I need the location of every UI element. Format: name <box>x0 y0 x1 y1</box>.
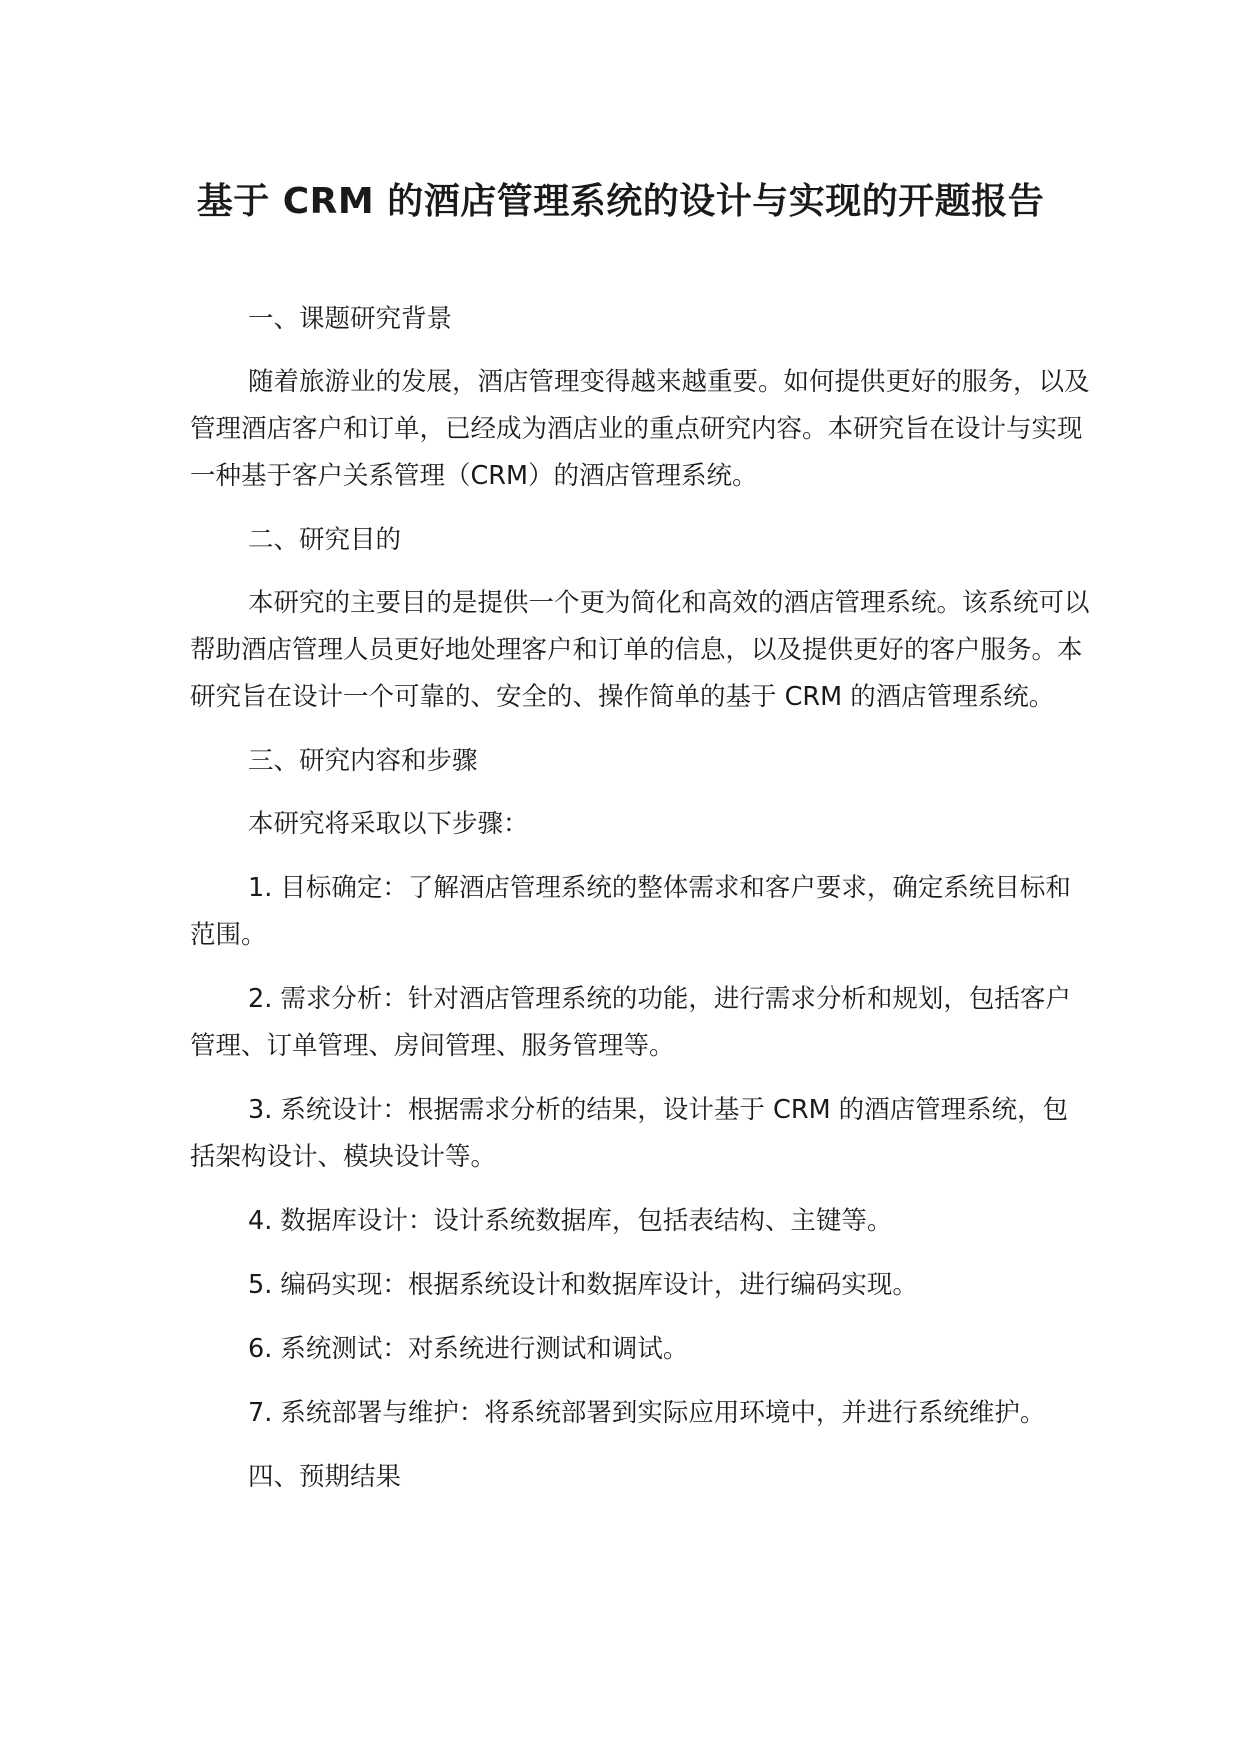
step-item-3: 3. 系统设计：根据需求分析的结果，设计基于 CRM 的酒店管理系统，包括架构设计、模块设计等。 <box>190 1095 1069 1172</box>
document-body <box>190 296 1090 1517</box>
step-item-5: 5. 编码实现：根据系统设计和数据库设计，进行编码实现。 <box>248 1270 918 1300</box>
paragraph-background: 随着旅游业的发展，酒店管理变得越来越重要。如何提供更好的服务，以及管理酒店客户和订单，已经成为酒店业的重点研究内容。本研究旨在设计与实现一种基于客户关系管理（CRM）的酒店管理系统。 <box>190 367 1090 491</box>
step-item-7: 7. 系统部署与维护：将系统部署到实际应用环境中，并进行系统维护。 <box>248 1398 1046 1428</box>
step-item-1: 1. 目标确定：了解酒店管理系统的整体需求和客户要求，确定系统目标和范围。 <box>190 873 1071 950</box>
step-item-6: 6. 系统测试：对系统进行测试和调试。 <box>248 1334 689 1364</box>
step-item-4: 4. 数据库设计：设计系统数据库，包括表结构、主键等。 <box>248 1206 893 1236</box>
paragraph-purpose: 本研究的主要目的是提供一个更为简化和高效的酒店管理系统。该系统可以帮助酒店管理人员更好地处理客户和订单的信息，以及提供更好的客户服务。本研究旨在设计一个可靠的、安全的、操作简单的基于 CRM 的酒店管理系统。 <box>190 588 1090 712</box>
document-title: 基于 CRM 的酒店管理系统的设计与实现的开题报告 <box>196 181 1045 222</box>
section-heading-purpose: 二、研究目的 <box>248 525 402 555</box>
section-heading-expected-results: 四、预期结果 <box>248 1462 402 1492</box>
section-heading-background: 一、课题研究背景 <box>248 304 453 334</box>
section-heading-content-steps: 三、研究内容和步骤 <box>248 746 478 776</box>
paragraph-steps-intro: 本研究将采取以下步骤： <box>248 809 529 839</box>
step-item-2: 2. 需求分析：针对酒店管理系统的功能，进行需求分析和规划，包括客户管理、订单管理、房间管理、服务管理等。 <box>190 984 1071 1061</box>
